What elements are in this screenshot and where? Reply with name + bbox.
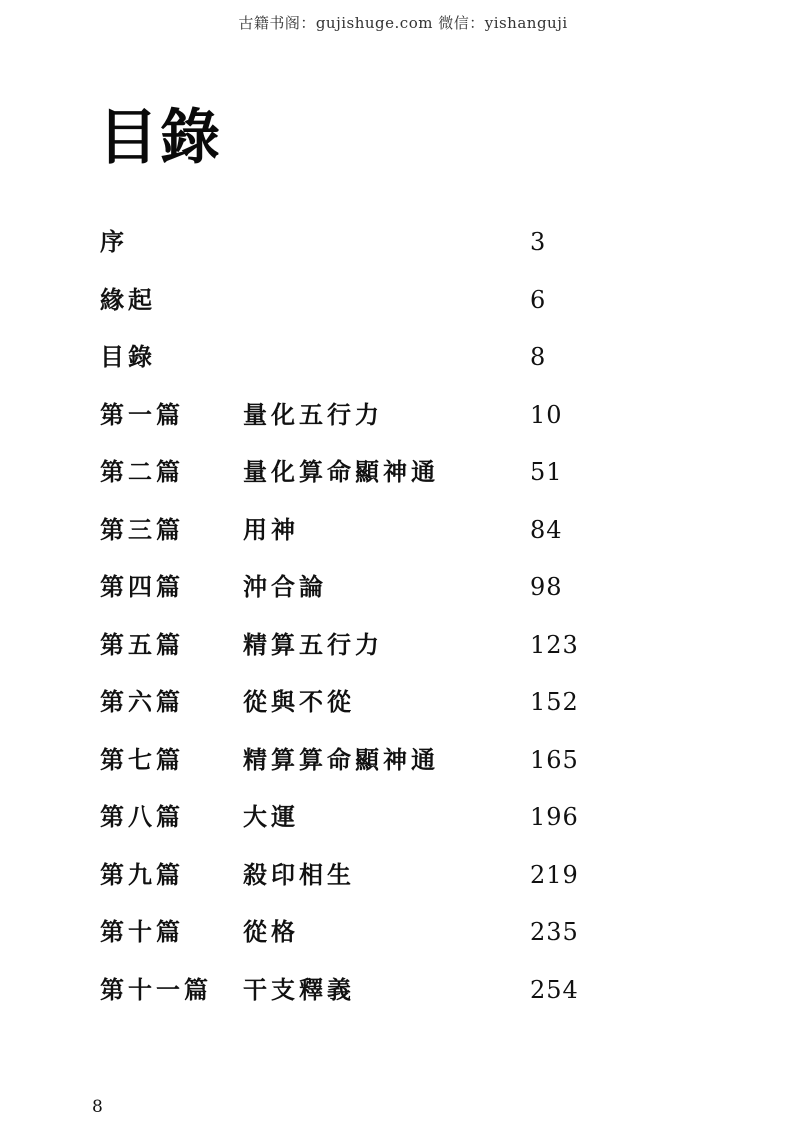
toc-page-number: 165 — [530, 745, 579, 774]
toc-chapter-label: 序 — [100, 228, 128, 256]
toc-row — [100, 397, 660, 455]
toc-page-number: 254 — [530, 975, 579, 1004]
toc-chapter-title: 殺印相生 — [243, 860, 355, 889]
toc-page-number: 196 — [530, 803, 579, 831]
toc-page-number: 10 — [530, 400, 563, 429]
toc-page-number: 235 — [530, 918, 579, 946]
toc-page-number: 98 — [530, 573, 563, 601]
toc-row — [100, 799, 660, 857]
toc-page-number: 123 — [530, 630, 579, 659]
toc-row — [100, 857, 660, 915]
toc-chapter-label: 第十篇 — [100, 918, 184, 946]
toc-row — [100, 282, 660, 340]
toc-chapter-label: 目錄 — [100, 343, 156, 371]
toc-row — [100, 972, 660, 1030]
toc-chapter-title: 用神 — [243, 515, 299, 544]
toc-row — [100, 627, 660, 685]
watermark-text: 古籍书阁：gujishuge.com 微信：yishanguji — [238, 14, 568, 32]
toc-page-number: 51 — [530, 458, 563, 486]
toc-chapter-title: 精算五行力 — [243, 630, 383, 659]
toc-page-number: 152 — [530, 688, 579, 716]
toc-page-number: 219 — [530, 860, 579, 889]
toc-chapter-label: 第四篇 — [100, 573, 184, 601]
toc-chapter-title: 從格 — [243, 918, 299, 946]
toc-page-number: 6 — [530, 285, 547, 314]
toc-chapter-label: 第九篇 — [100, 860, 184, 889]
toc-row — [100, 454, 660, 512]
toc-chapter-label: 第一篇 — [100, 400, 184, 429]
toc-chapter-title: 量化五行力 — [243, 400, 383, 429]
toc-chapter-label: 第五篇 — [100, 630, 184, 659]
toc-chapter-title: 沖合論 — [243, 573, 327, 601]
toc-chapter-title: 從與不從 — [243, 688, 355, 716]
toc-chapter-label: 第六篇 — [100, 688, 184, 716]
toc-chapter-title: 大運 — [243, 803, 299, 831]
toc-chapter-label: 第三篇 — [100, 515, 184, 544]
toc-chapter-title: 干支釋義 — [243, 975, 355, 1004]
toc-chapter-label: 第二篇 — [100, 458, 184, 486]
toc-row — [100, 684, 660, 742]
toc-row — [100, 224, 660, 282]
toc-page-number: 8 — [530, 343, 547, 371]
page-number: 8 — [92, 1097, 103, 1117]
toc-row — [100, 914, 660, 972]
toc-row — [100, 569, 660, 627]
toc-chapter-label: 第十一篇 — [100, 975, 212, 1004]
toc-chapter-label: 緣起 — [100, 285, 156, 314]
toc-row — [100, 742, 660, 800]
toc-page-number: 3 — [530, 228, 547, 256]
toc-chapter-title: 精算算命顯神通 — [243, 745, 439, 774]
table-of-contents — [100, 224, 660, 1029]
toc-row — [100, 339, 660, 397]
toc-chapter-title: 量化算命顯神通 — [243, 458, 439, 486]
toc-page-number: 84 — [530, 515, 563, 544]
toc-chapter-label: 第八篇 — [100, 803, 184, 831]
page-title: 目錄 — [98, 103, 222, 173]
toc-chapter-label: 第七篇 — [100, 745, 184, 774]
toc-row — [100, 512, 660, 570]
